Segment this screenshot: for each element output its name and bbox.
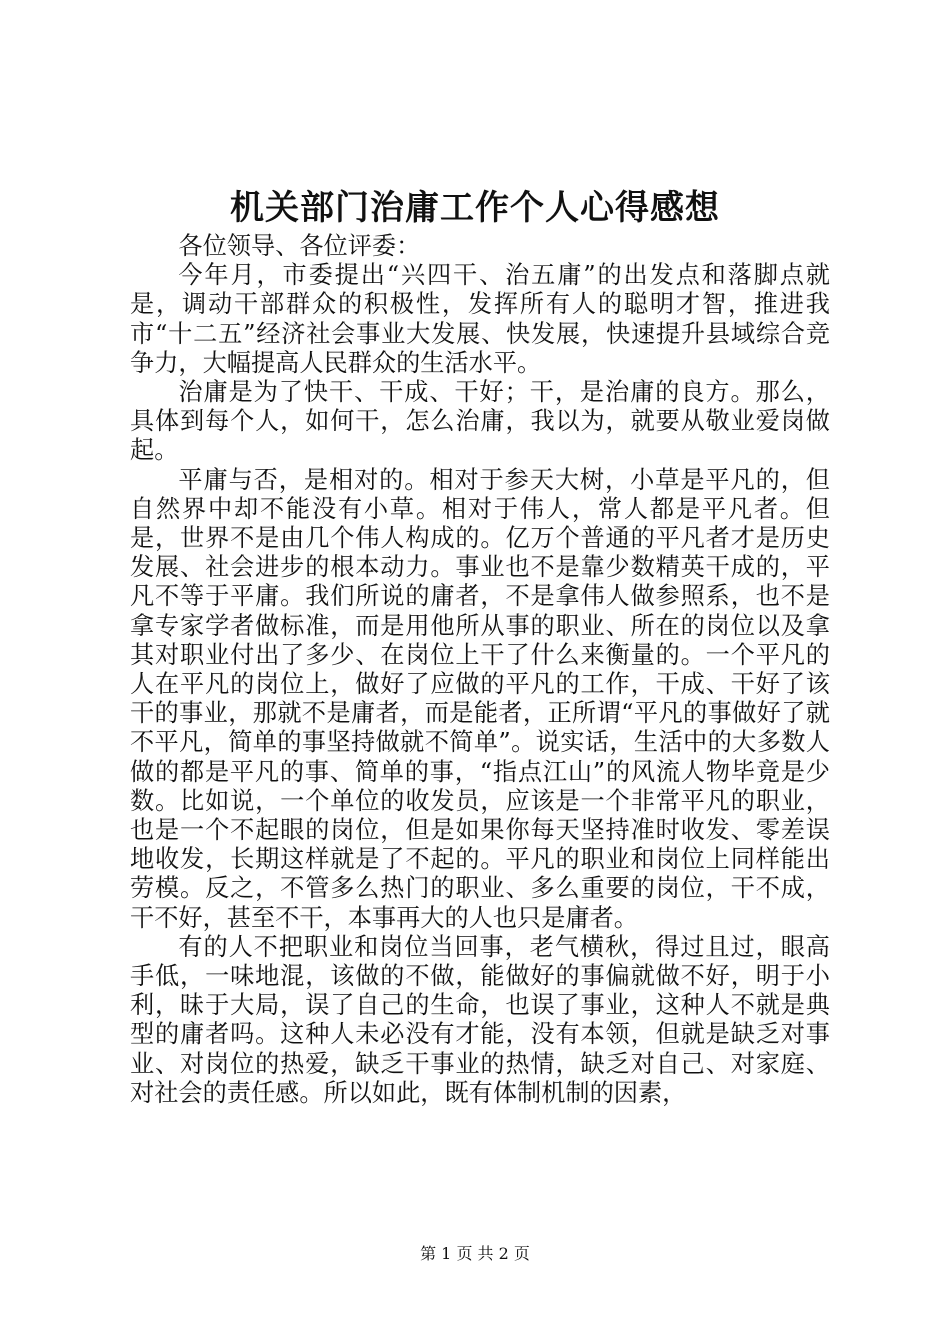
body-paragraph: 平庸与否，是相对的。相对于参天大树，小草是平凡的，但自然界中却不能没有小草。相对于伟人，常人都是平凡者。但是，世界不是由几个伟人构成的。亿万个普通的平凡者才是历史发展、社会进步的根本动力。事业也不是靠少数精英干成的，平凡不等于平庸。我们所说的庸者，不是拿伟人做参照系，也不是拿专家学者做标准，而是用他所从事的职业、所在的岗位以及拿其对职业付出了多少、在岗位上干了什么来衡量的。一个平凡的人在平凡的岗位上，做好了应做的平凡的工作，干成、干好了该干的事业，那就不是庸者，而是能者，正所谓“平凡的事做好了就不平凡，简单的事坚持做就不简单”。说实话，生活中的大多数人做的都是平凡的事、简单的事，“指点江山”的风流人物毕竟是少数。比如说，一个单位的收发员，应该是一个非常平凡的职业，也是一个不起眼的岗位，但是如果你每天坚持准时收发、零差误地收发，长期这样就是了不起的。平凡的职业和岗位上同样能出劳模。反之，不管多么热门的职业、多么重要的岗位，干不成，干不好，甚至不干，本事再大的人也只是庸者。: [130, 465, 830, 932]
salutation-paragraph: 各位领导、各位评委：: [178, 232, 421, 260]
body-paragraph: 今年月，市委提出“兴四干、治五庸”的出发点和落脚点就是，调动干部群众的积极性，发挥所有人的聪明才智，推进我市“十二五”经济社会事业大发展、快发展，快速提升县域综合竞争力，大幅提高人民群众的生活水平。: [130, 261, 830, 377]
body-paragraph: 治庸是为了快干、干成、干好；干，是治庸的良方。那么，具体到每个人，如何干，怎么治庸，我以为，就要从敬业爱岗做起。: [130, 378, 830, 465]
document-title: 机关部门治庸工作个人心得感想: [230, 188, 720, 228]
document-body: [130, 232, 830, 1108]
body-paragraph: 有的人不把职业和岗位当回事，老气横秋，得过且过，眼高手低，一味地混，该做的不做，能做好的事偏就做不好，明于小利，昧于大局，误了自己的生命，也误了事业，这种人不就是典型的庸者吗。这种人未必没有才能，没有本领，但就是缺乏对事业、对岗位的热爱，缺乏干事业的热情，缺乏对自己、对家庭、对社会的责任感。所以如此，既有体制机制的因素，: [130, 932, 830, 1107]
page-number-footer: 第 1 页 共 2 页: [420, 1244, 530, 1263]
